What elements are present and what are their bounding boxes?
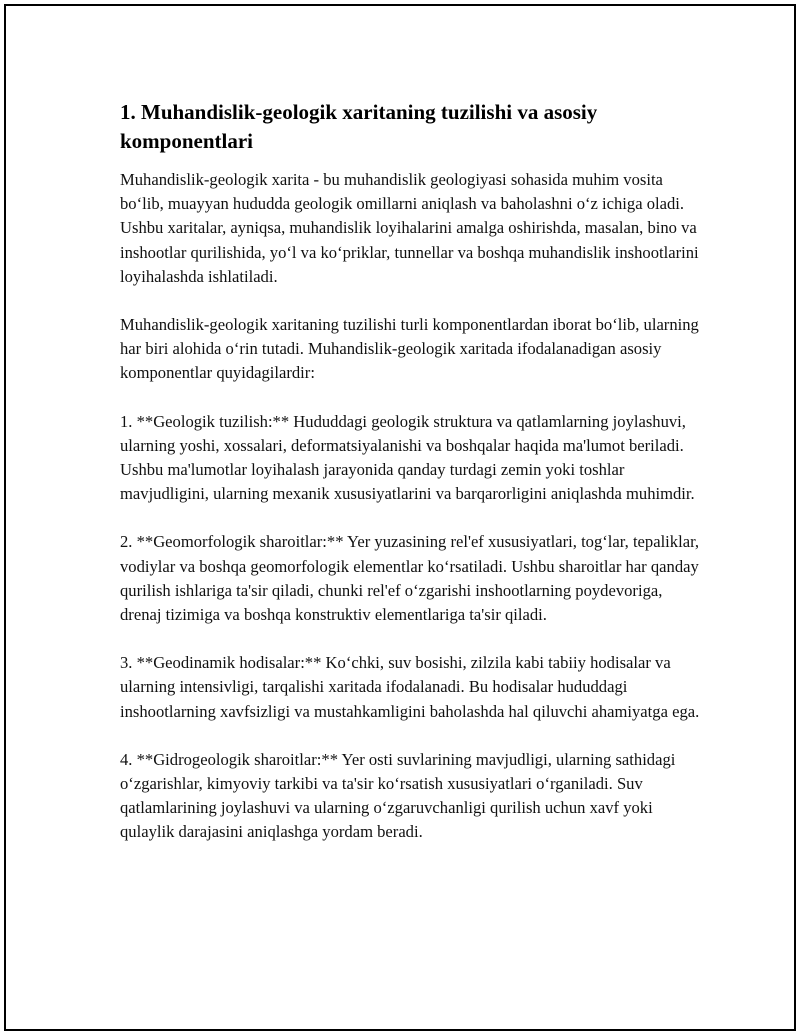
paragraph-geologic-structure: 1. **Geologik tuzilish:** Hududdagi geologik struktura va qatlamlarning joylashuvi, ularning yoshi, xossalari, deformatsiyalanishi va boshqalar haqida ma'lumot beriladi. Ushbu ma'lumotlar loyihalash jarayonida qanday turdagi zemin yoki toshlar mavjudligini, ularning mexanik xususiyatlarini va barqarorligini aniqlashda muhimdir. — [120, 411, 695, 504]
paragraph-hydrogeologic-conditions: 4. **Gidrogeologik sharoitlar:** Yer osti suvlarining mavjudligi, ularning sathidagi o‘zgarishlar, kimyoviy tarkibi va ta'sir ko‘rsatish xususiyatlari o‘rganiladi. Suv qatlamlarining joylashuvi va ularning o‘zgaruvchanligi qurilish uchun xavf yoki qulaylik darajasini aniqlashga yordam beradi. — [120, 749, 676, 842]
paragraph-intro: Muhandislik-geologik xarita - bu muhandislik geologiyasi sohasida muhim vosita bo‘lib, muayyan hududda geologik omillarni aniqlash va baholashni o‘z ichiga oladi. Ushbu xaritalar, ayniqsa, muhandislik loyihalarini amalga oshirishda, masalan, bino va inshootlar qurilishida, yo‘l va ko‘priklar, tunnellar va boshqa muhandislik inshootlarini loyihalashda ishlatiladi. — [120, 170, 699, 286]
section-heading: 1. Muhandislik-geologik xaritaning tuzilishi va asosiy komponentlari — [120, 100, 598, 153]
paragraph-components-intro: Muhandislik-geologik xaritaning tuzilishi turli komponentlardan iborat bo‘lib, ularning har biri alohida o‘rin tutadi. Muhandislik-geologik xaritada ifodalanadigan asosiy komponentlar quyidagilardir: — [120, 315, 699, 383]
paragraph-geodynamic-phenomena: 3. **Geodinamik hodisalar:** Ko‘chki, suv bosishi, zilzila kabi tabiiy hodisalar va ularning intensivligi, tarqalishi xaritada ifodalanadi. Bu hodisalar hududdagi inshootlarning xavfsizligi va mustahkamligini baholashda hal qiluvchi ahamiyatga ega. — [120, 653, 700, 721]
page-frame — [4, 4, 796, 1031]
document-body — [120, 98, 700, 845]
paragraph-geomorphologic-conditions: 2. **Geomorfologik sharoitlar:** Yer yuzasining rel'ef xususiyatlari, tog‘lar, tepaliklar, vodiylar va boshqa geomorfologik elementlar ko‘rsatiladi. Ushbu sharoitlar har qanday qurilish ishlariga ta'sir qiladi, chunki rel'ef o‘zgarishi inshootlarning poydevoriga, drenaj tizimiga va boshqa konstruktiv elementlariga ta'sir qiladi. — [120, 532, 700, 625]
